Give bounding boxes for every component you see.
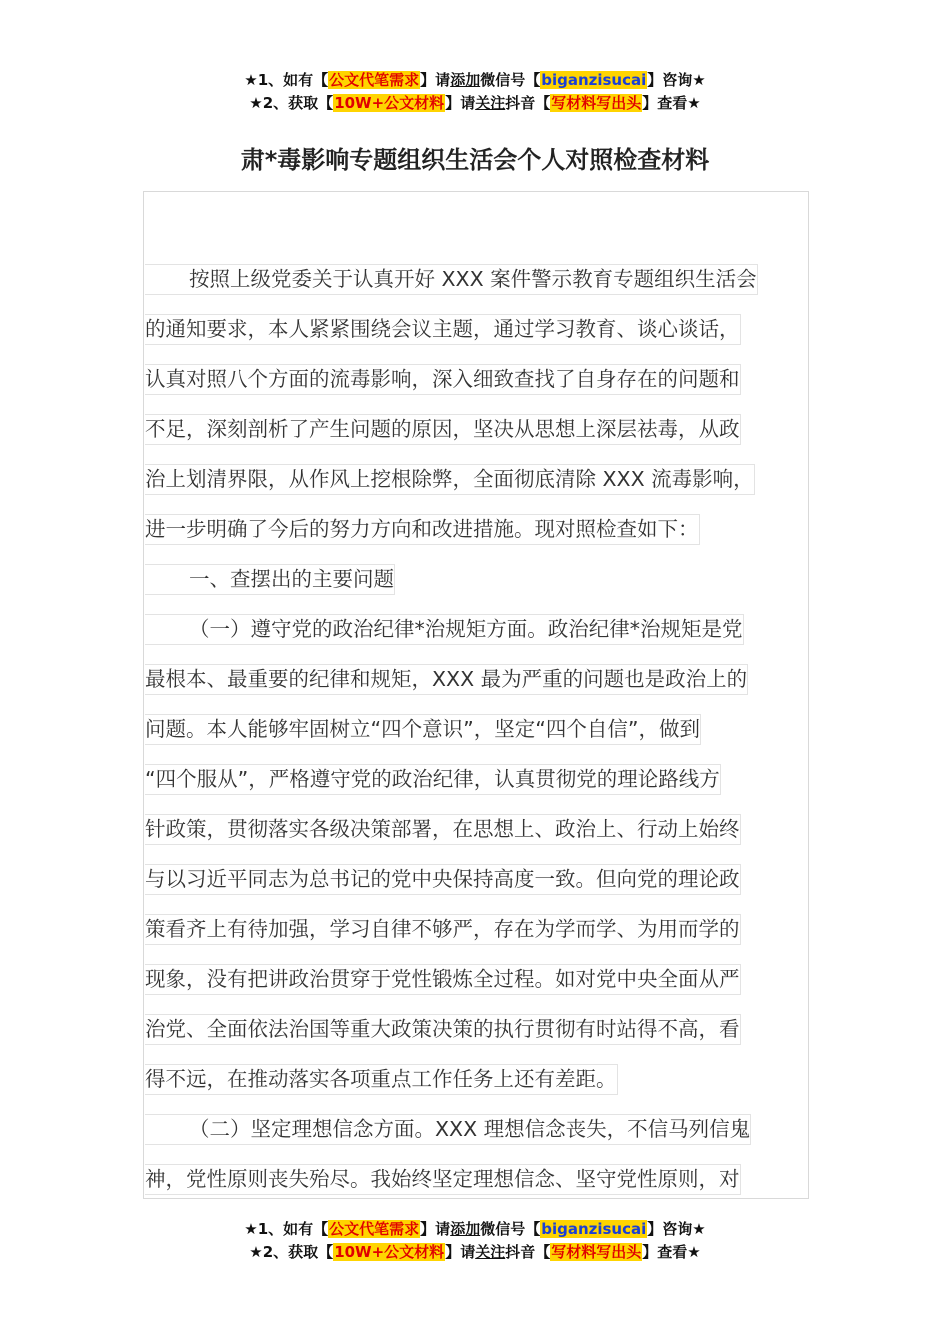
text-line: 与以习近平同志为总书记的党中央保持高度一致。但向党的理论政: [145, 864, 741, 895]
text-line: 治上划清界限，从作风上挖根除弊，全面彻底清除 XXX 流毒影响，: [145, 464, 755, 495]
promo-text: 抖音【: [505, 1243, 551, 1261]
text-line: 策看齐上有待加强，学习自律不够严，存在为学而学、为用而学的: [145, 914, 741, 945]
text-line: 按照上级党委关于认真开好 XXX 案件警示教育专题组织生活会: [145, 264, 758, 295]
promo-highlight: 公文代笔需求: [329, 1220, 420, 1238]
promo-text: 】查看★: [642, 94, 701, 112]
text-line: （一）遵守党的政治纪律*治规矩方面。政治纪律*治规矩是党: [145, 614, 744, 645]
text-line: 针政策，贯彻落实各级决策部署，在思想上、政治上、行动上始终: [145, 814, 741, 845]
promo-wechat-id: biganzisucai: [541, 71, 647, 89]
text-line: 的通知要求，本人紧紧围绕会议主题，通过学习教育、谈心谈话，: [145, 314, 741, 345]
promo-line-2: [0, 92, 950, 115]
promo-underlined: 关注: [475, 1243, 506, 1261]
text-line: 得不远，在推动落实各项重点工作任务上还有差距。: [145, 1064, 618, 1095]
promo-text: 微信号【: [480, 71, 541, 89]
promo-text: ★2、获取【: [249, 94, 334, 112]
promo-text: 】咨询★: [647, 71, 706, 89]
promo-wechat-id: biganzisucai: [541, 1220, 647, 1238]
text-line: 认真对照八个方面的流毒影响，深入细致查找了自身存在的问题和: [145, 364, 741, 395]
promo-banner-bottom: [0, 1218, 950, 1264]
text-line: （二）坚定理想信念方面。XXX 理想信念丧失，不信马列信鬼: [145, 1114, 751, 1145]
promo-line-1: [0, 69, 950, 92]
promo-text: ★2、获取【: [249, 1243, 334, 1261]
promo-text: 】请: [445, 94, 476, 112]
section-heading: 一、查摆出的主要问题: [145, 564, 395, 595]
text-line: 治党、全面依法治国等重大政策决策的执行贯彻有时站得不高，看: [145, 1014, 741, 1045]
promo-highlight: 10W+公文材料: [334, 1243, 445, 1261]
text-line: “四个服从”，严格遵守党的政治纪律，认真贯彻党的理论路线方: [145, 764, 721, 795]
promo-line-1: [0, 1218, 950, 1241]
promo-douyin-name: 写材料写出头: [551, 1243, 642, 1261]
text-line: 最根本、最重要的纪律和规矩，XXX 最为严重的问题也是政治上的: [145, 664, 748, 695]
promo-text: 抖音【: [505, 94, 551, 112]
promo-text: ★1、如有【: [244, 1220, 329, 1238]
document-body: [143, 191, 809, 1199]
promo-text: 】查看★: [642, 1243, 701, 1261]
promo-text: ★1、如有【: [244, 71, 329, 89]
text-line: 现象，没有把讲政治贯穿于党性锻炼全过程。如对党中央全面从严: [145, 964, 741, 995]
text-line: 不足，深刻剖析了产生问题的原因，坚决从思想上深层祛毒，从政: [145, 414, 741, 445]
promo-highlight: 公文代笔需求: [329, 71, 420, 89]
promo-text: 】请: [445, 1243, 476, 1261]
promo-line-2: [0, 1241, 950, 1264]
text-line: 问题。本人能够牢固树立“四个意识”，坚定“四个自信”，做到: [145, 714, 701, 745]
promo-text: 】请: [420, 71, 451, 89]
promo-underlined: 添加: [450, 71, 481, 89]
text-line: 神，党性原则丧失殆尽。我始终坚定理想信念、坚守党性原则，对: [145, 1164, 741, 1195]
promo-highlight: 10W+公文材料: [334, 94, 445, 112]
text-line: 进一步明确了今后的努力方向和改进措施。现对照检查如下：: [145, 514, 700, 545]
promo-text: 微信号【: [480, 1220, 541, 1238]
promo-underlined: 关注: [475, 94, 506, 112]
promo-banner-top: [0, 69, 950, 115]
promo-underlined: 添加: [450, 1220, 481, 1238]
document-title: 肃*毒影响专题组织生活会个人对照检查材料: [240, 146, 710, 174]
promo-text: 】请: [420, 1220, 451, 1238]
promo-douyin-name: 写材料写出头: [551, 94, 642, 112]
promo-text: 】咨询★: [647, 1220, 706, 1238]
